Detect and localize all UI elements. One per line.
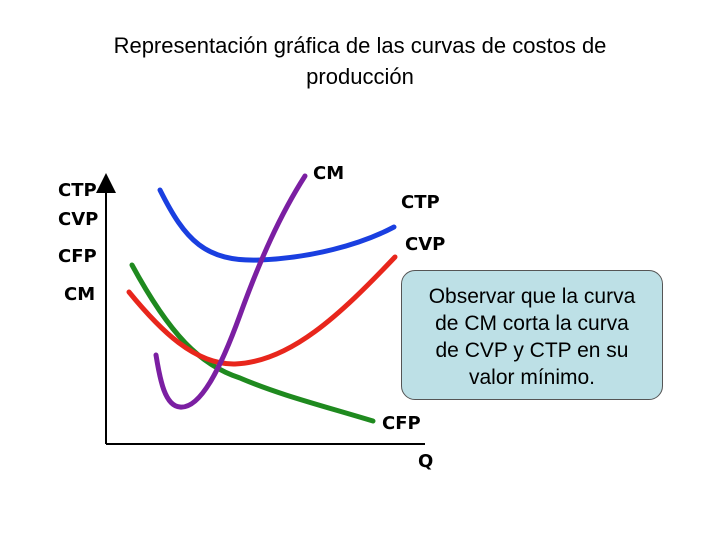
title-line-1: Representación gráfica de las curvas de costos de — [113, 33, 607, 58]
y-label-cfp: CFP — [58, 246, 97, 267]
note-callout — [401, 270, 663, 400]
curve-cvp — [129, 257, 395, 364]
curve-label-cfp: CFP — [382, 413, 421, 434]
curve-label-cm: CM — [313, 163, 345, 184]
note-line-4: valor mínimo. — [468, 366, 596, 389]
note-line-3: de CVP y CTP en su — [435, 339, 629, 362]
title-line-2: producción — [306, 64, 414, 89]
y-label-cm: CM — [64, 284, 96, 305]
y-label-ctp: CTP — [58, 180, 97, 201]
curve-label-ctp: CTP — [401, 192, 440, 213]
y-label-cvp: CVP — [58, 209, 99, 230]
curve-label-cvp: CVP — [405, 234, 446, 255]
note-line-2: de CM corta la curva — [435, 312, 629, 335]
x-label-q: Q — [418, 451, 434, 472]
note-line-1: Observar que la curva — [428, 285, 636, 308]
